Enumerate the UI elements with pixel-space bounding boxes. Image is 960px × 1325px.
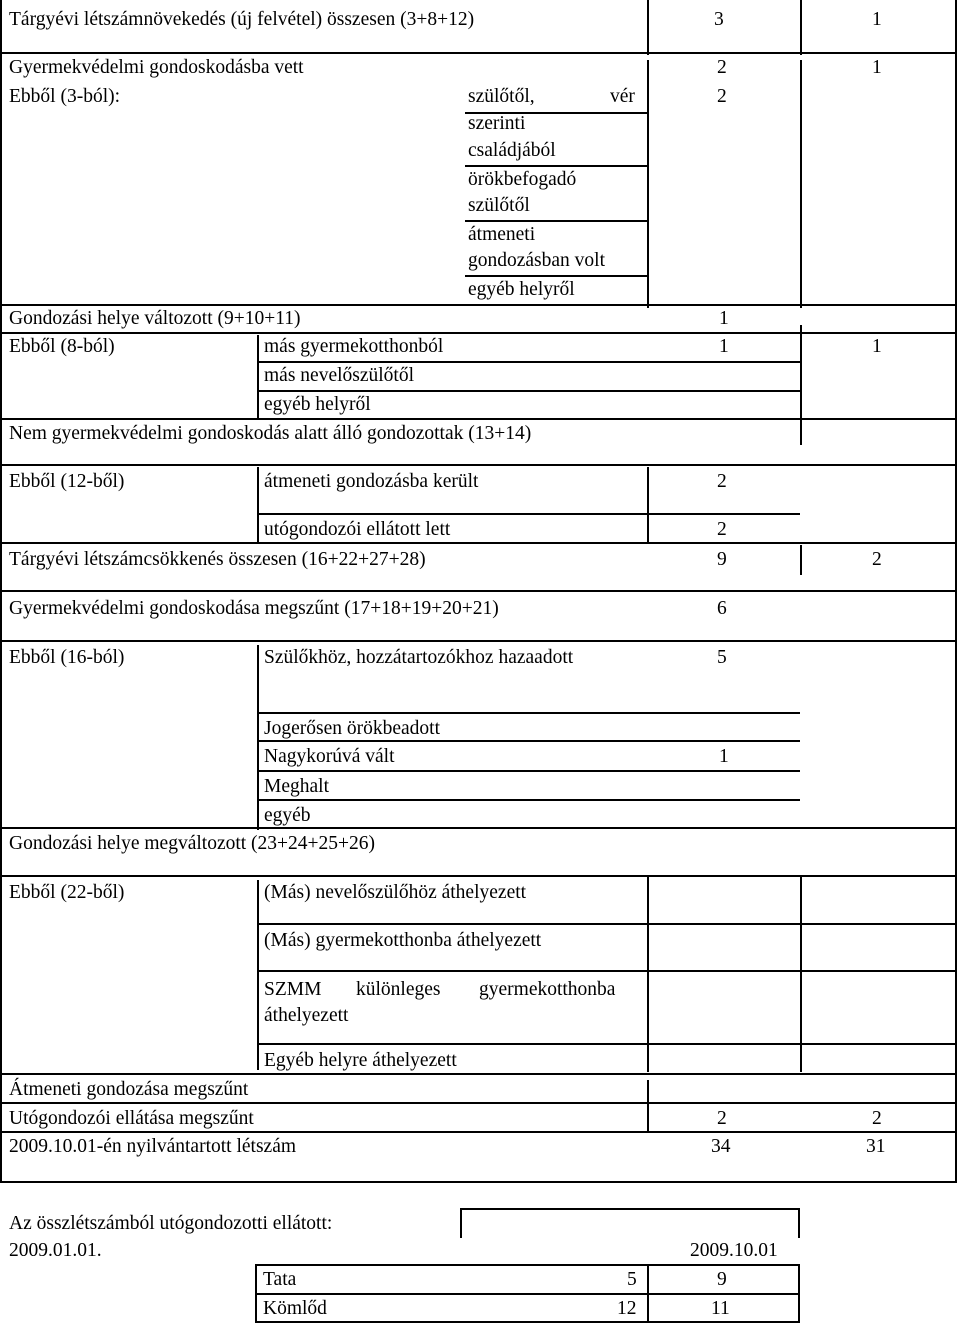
of12-label: Ebből (12-ből) <box>9 471 125 492</box>
of3-sub1-line3: családjából <box>468 140 556 161</box>
of16-sub4: Meghalt <box>264 776 329 797</box>
aftercare-row-name: Kömlőd <box>263 1298 327 1319</box>
care-place-changed2-label: Gondozási helye megváltozott (23+24+25+26) <box>9 833 376 854</box>
total-decrease-value-2: 2 <box>872 549 882 570</box>
child-protection-in-label: Gyermekvédelmi gondoskodásba vett <box>9 57 304 78</box>
of16-sub3-value-1: 1 <box>719 746 729 767</box>
of22-sub4: Egyéb helyre áthelyezett <box>264 1050 457 1071</box>
child-protection-ended-value-1: 6 <box>717 598 727 619</box>
of8-sub1-value-1: 1 <box>719 336 729 357</box>
aftercare-ended-value-2: 2 <box>872 1108 882 1129</box>
of12-sub1: átmeneti gondozásba került <box>264 471 479 492</box>
registered-value-1: 34 <box>711 1136 731 1157</box>
registered-value-2: 31 <box>866 1136 886 1157</box>
of22-sub1: (Más) nevelőszülőhöz áthelyezett <box>264 882 527 903</box>
of22-label: Ebből (22-ből) <box>9 882 125 903</box>
of22-sub3-line2: áthelyezett <box>264 1005 349 1026</box>
of12-sub2: utógondozói ellátott lett <box>264 519 451 540</box>
of22-sub2: (Más) gyermekotthonba áthelyezett <box>264 930 542 951</box>
of3-sub4: egyéb helyről <box>468 279 575 300</box>
aftercare-row-value-2: 11 <box>711 1298 730 1319</box>
of3-sub1-line1b: vér <box>610 86 635 107</box>
child-protection-in-value-1: 2 <box>717 57 727 78</box>
of3-label: Ebből (3-ból): <box>9 86 121 107</box>
child-protection-ended-label: Gyermekvédelmi gondoskodása megszűnt (17+18+19+20+21) <box>9 598 499 619</box>
of8-sub1: más gyermekotthonból <box>264 336 444 357</box>
non-child-protection-label: Nem gyermekvédelmi gondoskodás alatt álló gondozottak (13+14) <box>9 423 532 444</box>
aftercare-row-value-2: 9 <box>717 1269 727 1290</box>
child-protection-in-value-2: 1 <box>872 57 882 78</box>
aftercare-row-value-1: 12 <box>617 1298 637 1319</box>
of3-sub2-line1: örökbefogadó <box>468 169 577 190</box>
of8-sub2: más nevelőszülőtől <box>264 365 415 386</box>
of16-label: Ebből (16-ból) <box>9 647 125 668</box>
of22-sub3-line1a: SZMM <box>264 979 322 1000</box>
of12-sub1-value-1: 2 <box>717 471 727 492</box>
total-decrease-value-1: 9 <box>717 549 727 570</box>
care-place-changed-value-1: 1 <box>719 308 729 329</box>
of22-sub3-line1b: különleges <box>356 979 441 1000</box>
of3-sub1-line1a: szülőtől, <box>468 86 535 107</box>
care-place-changed-label: Gondozási helye változott (9+10+11) <box>9 308 301 329</box>
of3-sub3-line2: gondozásban volt <box>468 250 606 271</box>
total-increase-value-1: 3 <box>714 9 724 30</box>
of8-label: Ebből (8-ból) <box>9 336 115 357</box>
of16-sub5: egyéb <box>264 805 311 826</box>
total-increase-label: Tárgyévi létszámnövekedés (új felvétel) összesen (3+8+12) <box>9 9 475 30</box>
of3-sub2-line2: szülőtől <box>468 195 530 216</box>
of16-sub1-value-1: 5 <box>717 647 727 668</box>
aftercare-col1-header: 2009.01.01. <box>9 1240 102 1261</box>
aftercare-row-value-1: 5 <box>627 1269 637 1290</box>
of3-sub1-line2: szerinti <box>468 113 526 134</box>
total-decrease-label: Tárgyévi létszámcsökkenés összesen (16+22+27+28) <box>9 549 426 570</box>
of3-sub3-line1: átmeneti <box>468 224 536 245</box>
of22-sub3-line1c: gyermekotthonba <box>479 979 616 1000</box>
of16-sub3: Nagykorúvá vált <box>264 746 395 767</box>
aftercare-intro: Az összlétszámból utógondozotti ellátott: <box>9 1213 333 1234</box>
of8-sub1-value-2: 1 <box>872 336 882 357</box>
of16-sub1: Szülőkhöz, hozzátartozókhoz hazaadott <box>264 647 574 668</box>
aftercare-ended-label: Utógondozói ellátása megszűnt <box>9 1108 254 1129</box>
aftercare-col2-header: 2009.10.01 <box>690 1240 778 1261</box>
of16-sub2: Jogerősen örökbeadott <box>264 718 440 739</box>
registered-label: 2009.10.01-én nyilvántartott létszám <box>9 1136 297 1157</box>
of3-sub1-value-1: 2 <box>717 86 727 107</box>
temp-care-ended-label: Átmeneti gondozása megszűnt <box>9 1079 249 1100</box>
total-increase-value-2: 1 <box>872 9 882 30</box>
aftercare-row-name: Tata <box>263 1269 297 1290</box>
aftercare-ended-value-1: 2 <box>717 1108 727 1129</box>
of8-sub3: egyéb helyről <box>264 394 371 415</box>
of12-sub2-value-1: 2 <box>717 519 727 540</box>
